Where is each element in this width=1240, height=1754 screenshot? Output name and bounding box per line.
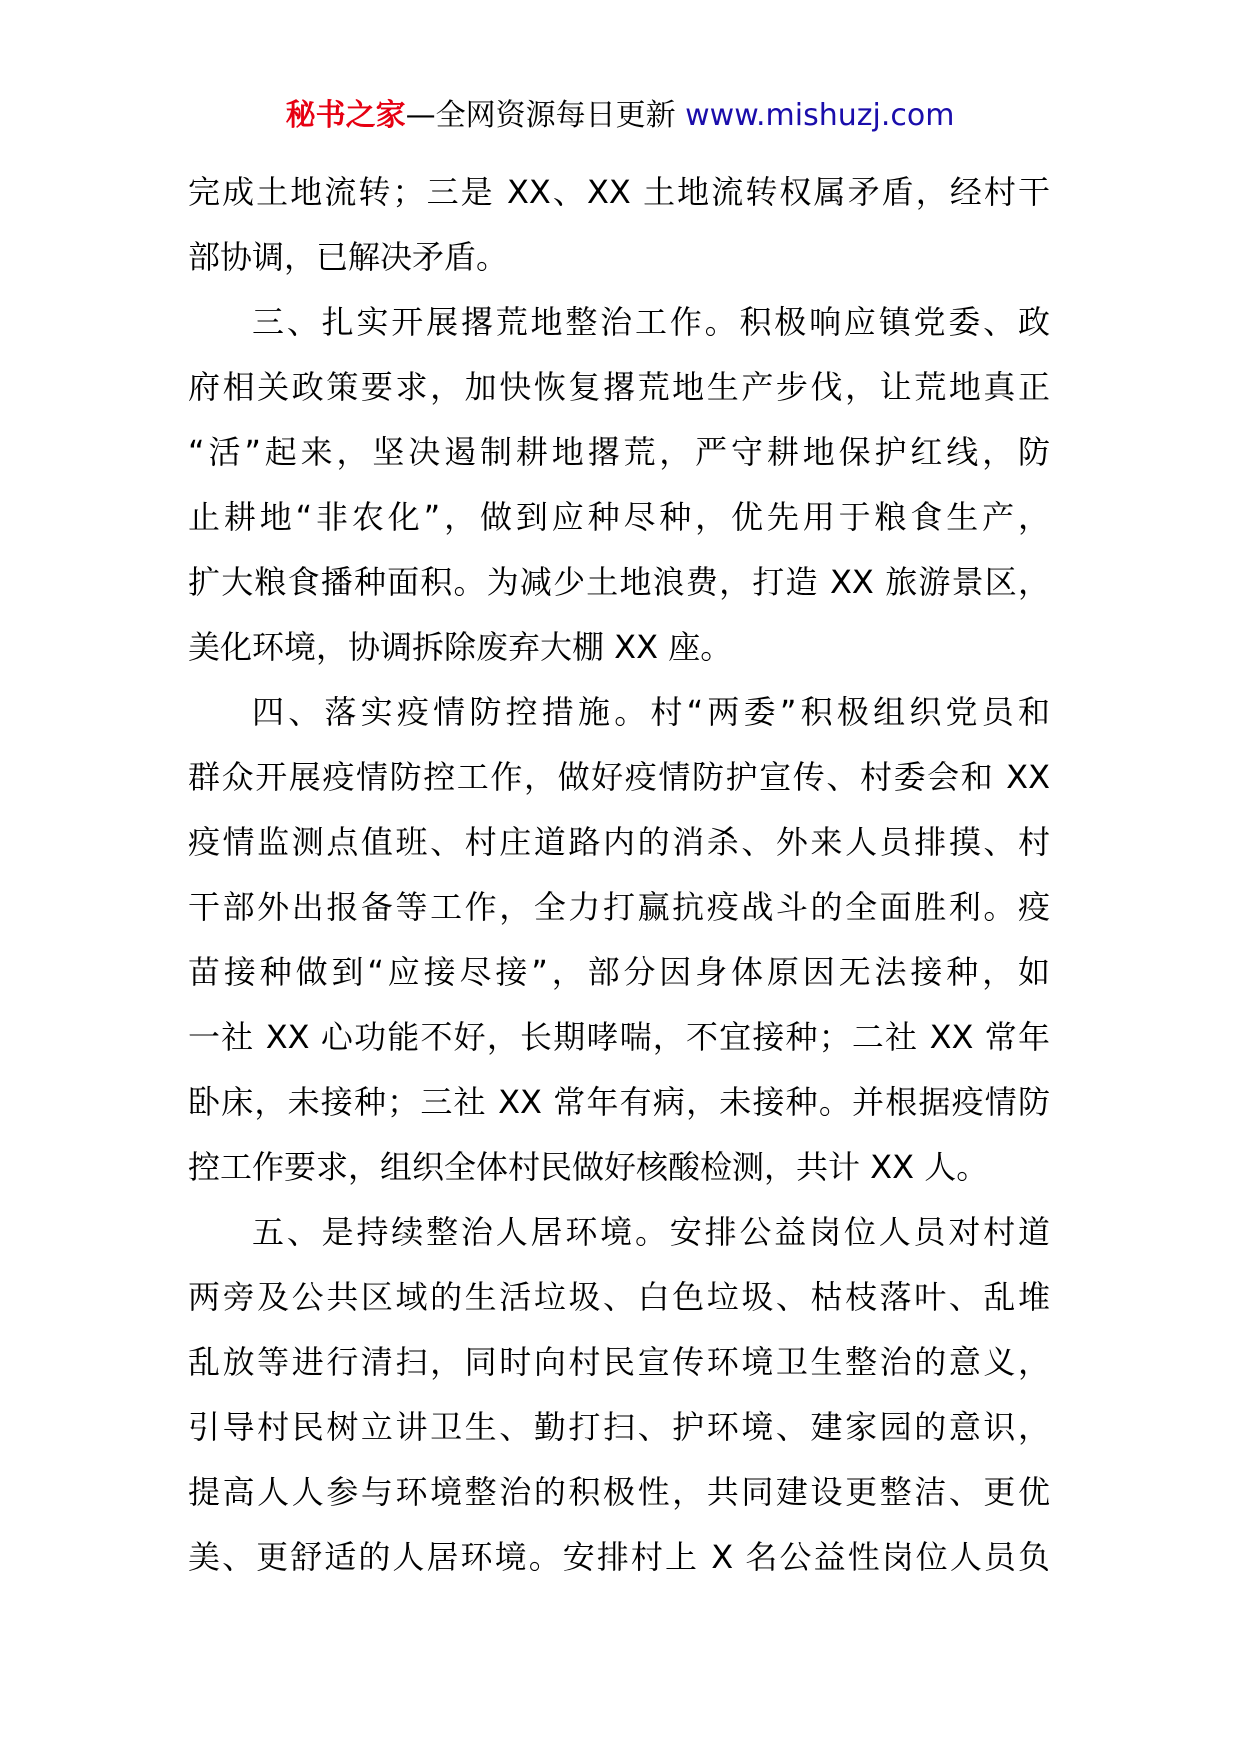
paragraph-start-line: 三、扎实开展撂荒地整治工作。积极响应镇党委、政 [252, 303, 1050, 341]
text-line: 美化环境，协调拆除废弃大棚 XX 座。 [188, 628, 733, 666]
text-line: 府相关政策要求，加快恢复撂荒地生产步伐，让荒地真正 [188, 368, 1050, 406]
text-line: 提高人人参与环境整治的积极性，共同建设更整洁、更优 [188, 1473, 1050, 1511]
text-line: 两旁及公共区域的生活垃圾、白色垃圾、枯枝落叶、乱堆 [188, 1278, 1050, 1316]
header-url[interactable]: www.mishuzj.com [685, 98, 955, 133]
document-body [188, 160, 1050, 1590]
header-tagline: —全网资源每日更新 [405, 98, 686, 133]
text-line: 干部外出报备等工作，全力打赢抗疫战斗的全面胜利。疫 [188, 888, 1050, 926]
text-line: 乱放等进行清扫，同时向村民宣传环境卫生整治的意义， [188, 1343, 1050, 1381]
text-line: 卧床，未接种；三社 XX 常年有病，未接种。并根据疫情防 [188, 1083, 1050, 1121]
paragraph-start-line: 五、是持续整治人居环境。安排公益岗位人员对村道 [252, 1213, 1050, 1251]
text-line: 部协调，已解决矛盾。 [188, 238, 509, 276]
text-line: 群众开展疫情防控工作，做好疫情防护宣传、村委会和 XX [188, 758, 1050, 796]
text-line: “活”起来，坚决遏制耕地撂荒，严守耕地保护红线，防 [188, 433, 1050, 471]
paragraph-start-line: 四、落实疫情防控措施。村“两委”积极组织党员和 [252, 693, 1050, 731]
header-brand: 秘书之家 [285, 98, 406, 133]
text-line: 疫情监测点值班、村庄道路内的消杀、外来人员排摸、村 [188, 823, 1050, 861]
text-line: 美、更舒适的人居环境。安排村上 X 名公益性岗位人员负 [188, 1538, 1050, 1576]
text-line: 苗接种做到“应接尽接”，部分因身体原因无法接种，如 [188, 953, 1050, 991]
text-line: 止耕地“非农化”，做到应种尽种，优先用于粮食生产， [188, 498, 1050, 536]
text-line: 完成土地流转；三是 XX、XX 土地流转权属矛盾，经村干 [188, 173, 1050, 211]
text-line: 扩大粮食播种面积。为减少土地浪费，打造 XX 旅游景区， [188, 563, 1050, 601]
text-line: 控工作要求，组织全体村民做好核酸检测，共计 XX 人。 [188, 1148, 989, 1186]
text-line: 引导村民树立讲卫生、勤打扫、护环境、建家园的意识， [188, 1408, 1050, 1446]
site-header [0, 96, 1240, 136]
text-line: 一社 XX 心功能不好，长期哮喘，不宜接种；二社 XX 常年 [188, 1018, 1050, 1056]
